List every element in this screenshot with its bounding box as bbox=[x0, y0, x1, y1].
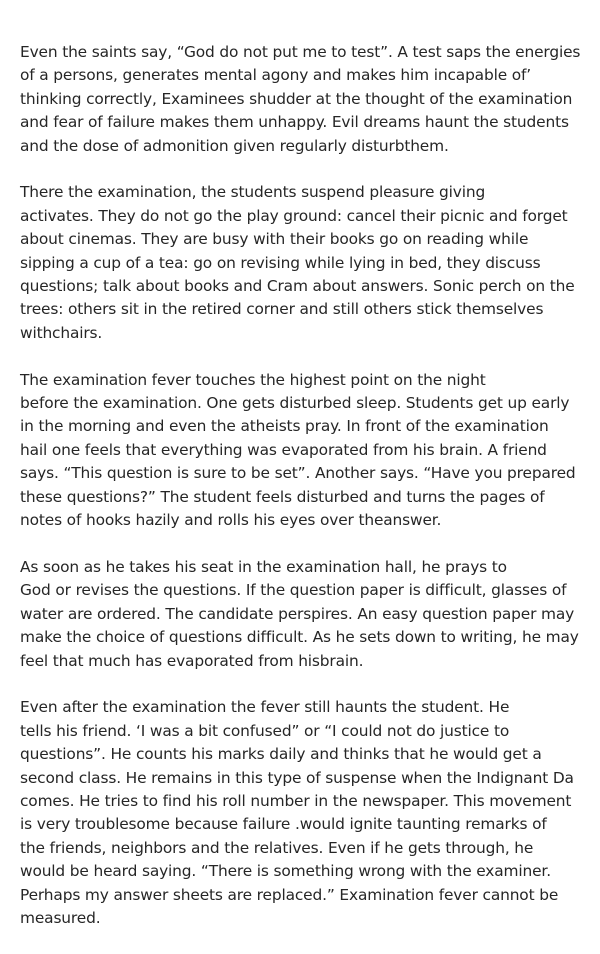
text-line: Perhaps my answer sheets are replaced.” Examination fever cannot be bbox=[20, 885, 559, 904]
paragraph-4 bbox=[20, 556, 590, 673]
text-line: of a persons, generates mental agony and makes him incapable of’ bbox=[20, 66, 532, 85]
text-line: says. “This question is sure to be set”. Another says. “Have you prepared bbox=[20, 464, 576, 483]
text-line: God or revises the questions. If the question paper is difficult, glasses of bbox=[20, 581, 567, 600]
paragraph-3 bbox=[20, 369, 590, 533]
text-line: The examination fever touches the highest point on the night bbox=[20, 370, 486, 389]
text-line: in the morning and even the atheists pray. In front of the examination bbox=[20, 417, 549, 436]
text-line: withchairs. bbox=[20, 323, 103, 342]
text-line: hail one feels that everything was evaporated from his brain. A friend bbox=[20, 440, 547, 459]
text-line: sipping a cup of a tea: go on revising while lying in bed, they discuss bbox=[20, 253, 541, 272]
text-line: would be heard saying. “There is something wrong with the examiner. bbox=[20, 862, 551, 881]
paragraph-2 bbox=[20, 181, 590, 345]
text-line: the friends, neighbors and the relatives. Even if he gets through, he bbox=[20, 838, 534, 857]
text-line: and fear of failure makes them unhappy. Evil dreams haunt the students bbox=[20, 113, 569, 132]
text-line: water are ordered. The candidate perspires. An easy question paper may bbox=[20, 604, 575, 623]
text-line: trees: others sit in the retired corner and still others stick themselves bbox=[20, 300, 544, 319]
paragraph-1 bbox=[20, 41, 590, 158]
text-line: activates. They do not go the play ground: cancel their picnic and forget bbox=[20, 206, 568, 225]
text-line: There the examination, the students suspend pleasure giving bbox=[20, 183, 486, 202]
text-line: feel that much has evaporated from hisbrain. bbox=[20, 651, 364, 670]
text-line: second class. He remains in this type of suspense when the Indignant Da bbox=[20, 768, 574, 787]
document-body bbox=[20, 41, 590, 954]
paragraph-5 bbox=[20, 696, 590, 930]
text-line: thinking correctly, Examinees shudder at the thought of the examination bbox=[20, 89, 573, 108]
text-line: comes. He tries to find his roll number in the newspaper. This movement bbox=[20, 791, 572, 810]
text-line: these questions?” The student feels disturbed and turns the pages of bbox=[20, 487, 545, 506]
text-line: Even the saints say, “God do not put me to test”. A test saps the energies bbox=[20, 43, 581, 61]
text-line: about cinemas. They are busy with their books go on reading while bbox=[20, 230, 529, 249]
text-line: notes of hooks hazily and rolls his eyes over theanswer. bbox=[20, 511, 442, 530]
text-line: questions”. He counts his marks daily and thinks that he would get a bbox=[20, 745, 542, 764]
text-line: is very troublesome because failure .would ignite taunting remarks of bbox=[20, 815, 547, 834]
text-line: and the dose of admonition given regularly disturbthem. bbox=[20, 136, 449, 155]
text-line: As soon as he takes his seat in the examination hall, he prays to bbox=[20, 557, 507, 576]
text-line: make the choice of questions difficult. As he sets down to writing, he may bbox=[20, 628, 579, 647]
text-line: measured. bbox=[20, 908, 101, 927]
text-line: tells his friend. ‘I was a bit confused” or “I could not do justice to bbox=[20, 721, 510, 740]
text-line: before the examination. One gets disturbed sleep. Students get up early bbox=[20, 394, 570, 413]
text-line: Even after the examination the fever still haunts the student. He bbox=[20, 698, 510, 717]
text-line: questions; talk about books and Cram about answers. Sonic perch on the bbox=[20, 277, 575, 296]
